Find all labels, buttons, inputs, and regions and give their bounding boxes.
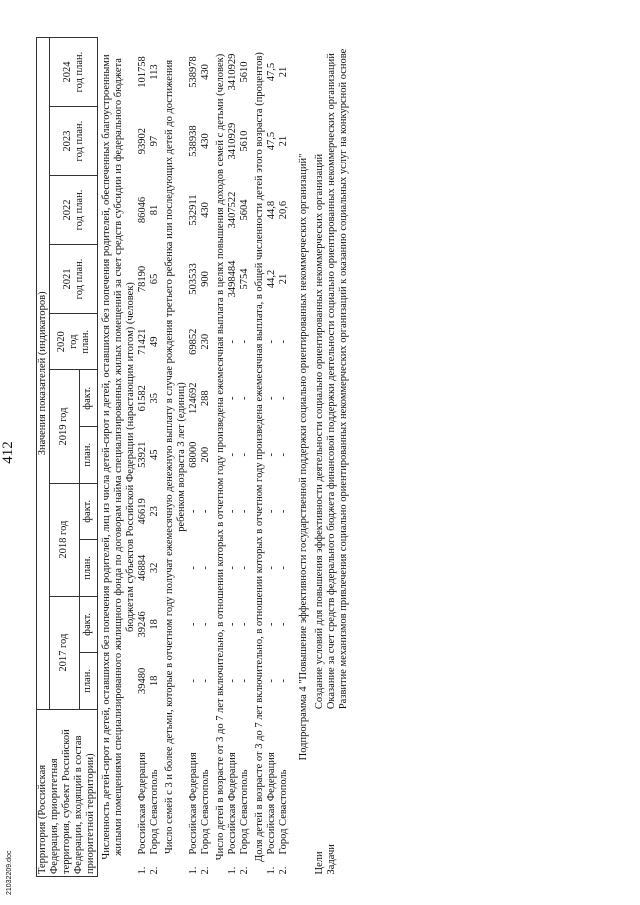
year-sub-label: год план.: [73, 120, 85, 162]
row-label: [266, 709, 278, 876]
goals-label: Цели: [314, 851, 325, 875]
value-cell: 97: [149, 135, 160, 147]
value-cell: 20,6: [278, 200, 289, 220]
subcolumn-header: план.: [79, 540, 98, 597]
value-cell: -: [278, 622, 289, 627]
value-cell: 86046: [137, 196, 148, 224]
year-label: 2020: [55, 331, 67, 353]
year-header: [50, 176, 98, 245]
value-cell: -: [278, 679, 289, 683]
value-cell: 124692: [188, 382, 199, 414]
value-cell: -: [278, 339, 289, 344]
value-cell: 430: [200, 133, 211, 149]
value-cell: 78190: [137, 265, 148, 293]
value-cell: 61582: [137, 385, 148, 412]
section-title: Численность детей-сирот и детей, оставшихся без попечения родителей, лиц из числа детей-сирот и детей, оставшихся без попечения родителей, обеспеченных благоустроенными жилыми помещениями специализированного жилищного фонда по договорам найма специализированных жилых помещений за счет средств субсидии из федерального бюджета бюджетам субъектов Российской Федерации (нарастающим итогом) (человек): [101, 54, 136, 860]
value-cell: -: [188, 509, 199, 514]
value-cell: 21: [278, 273, 289, 285]
value-cell: 21: [278, 135, 289, 147]
value-cell: 44,2: [266, 269, 277, 289]
section-title: Число семей с 3 и более детьми, которые в отчетном году получат ежемесячную денежную выплату в случае рождения третьего ребенка или последующих детей до достижения ребенком возраста 3 лет (единиц): [164, 59, 187, 855]
section-title-row: [251, 38, 266, 877]
value-cell: 49: [149, 336, 160, 347]
value-cell: -: [266, 453, 277, 457]
task-item: Развитие механизмов привлечения социально ориентированных некоммерческих организаций к оказанию социальных услуг на конкурсной основе: [338, 48, 349, 710]
value-cell: 5754: [239, 268, 250, 290]
value-cell: 3498484: [227, 260, 238, 298]
value-cell: -: [227, 396, 238, 400]
value-cell: 44,8: [266, 200, 277, 220]
value-cell: 45: [149, 449, 160, 461]
value-cell: 532911: [188, 194, 199, 226]
value-cell: 113: [149, 64, 160, 80]
value-cell: 35: [149, 393, 160, 404]
value-cell: 3410929: [227, 53, 238, 91]
value-cell: -: [227, 566, 238, 570]
task-item: Оказание за счет средств федерального бюджета финансовой поддержки деятельности социально ориентированных некоммерческих организаций: [326, 53, 337, 710]
indicators-table: [36, 37, 350, 877]
year-sub-label: год план.: [73, 189, 85, 231]
year-header: [50, 38, 98, 107]
territory-header: Территория (Российская Федерация, приоритетная территория, субъект Российской Федерации, входящий в состав приоритетной территории): [37, 709, 98, 876]
value-cell: -: [278, 396, 289, 400]
year-label: 2023: [61, 130, 73, 152]
value-cell: 430: [200, 202, 211, 218]
value-cell: -: [227, 679, 238, 683]
value-cell: -: [200, 566, 211, 570]
value-cell: -: [266, 509, 277, 514]
value-cell: 430: [200, 64, 211, 80]
value-cell: 46884: [137, 554, 148, 581]
value-cell: -: [239, 509, 250, 514]
value-cell: -: [227, 339, 238, 344]
section-title-row: [212, 38, 227, 877]
file-name: 21032209.doc: [6, 850, 13, 895]
territory-name: Российская Федерация: [188, 752, 199, 855]
page-number: 412: [0, 441, 16, 464]
row-label: [137, 709, 149, 876]
year-header: 2017 год: [50, 596, 80, 709]
year-header: [50, 245, 98, 314]
values-header: Значения показателей (индикаторов): [37, 38, 50, 710]
value-cell: 18: [149, 675, 160, 687]
value-cell: -: [239, 679, 250, 683]
subprogram-row: [290, 38, 310, 877]
value-cell: 503533: [188, 263, 199, 295]
value-cell: 47,5: [266, 131, 277, 151]
value-cell: 39480: [137, 667, 148, 695]
row-number: 1.: [137, 866, 148, 875]
value-cell: 230: [200, 333, 211, 350]
value-cell: 65: [149, 273, 160, 285]
table-row: [149, 38, 161, 877]
value-cell: -: [266, 339, 277, 344]
value-cell: 39246: [137, 611, 148, 638]
value-cell: -: [227, 453, 238, 457]
year-header: [50, 107, 98, 176]
year-label: 2021: [61, 268, 73, 290]
table-row: [200, 38, 212, 877]
value-cell: 47,5: [266, 62, 277, 82]
row-number: 1.: [188, 866, 199, 875]
value-cell: 69852: [188, 328, 199, 355]
value-cell: -: [239, 396, 250, 400]
row-label: [278, 709, 290, 876]
value-cell: 93902: [137, 127, 148, 155]
value-cell: -: [239, 566, 250, 570]
value-cell: 3407522: [227, 191, 238, 229]
value-cell: 538938: [188, 125, 199, 157]
table-row: [239, 38, 251, 877]
subcolumn-header: факт.: [79, 596, 98, 653]
row-label: [227, 709, 239, 876]
territory-name: Российская Федерация: [137, 752, 148, 855]
subcolumn-header: план.: [79, 427, 98, 484]
value-cell: 68000: [188, 441, 199, 468]
value-cell: -: [239, 339, 250, 344]
year-sub-label: год план.: [67, 329, 91, 354]
value-cell: 18: [149, 619, 160, 630]
table-row: [266, 38, 278, 877]
row-label: [200, 709, 212, 876]
goals-text: Создание условий для повышения эффективности деятельности социально ориентированных некоммерческих организаций: [314, 153, 325, 710]
tasks-label-empty: [338, 709, 350, 876]
row-label: [239, 709, 251, 876]
row-label: [188, 709, 200, 876]
territory-name: Город Севастополь: [278, 769, 289, 855]
value-cell: 46619: [137, 498, 148, 525]
year-header: 2019 год: [50, 370, 80, 483]
goals-row: [310, 38, 326, 877]
value-cell: -: [266, 622, 277, 627]
value-cell: -: [278, 453, 289, 457]
territory-name: Город Севастополь: [200, 769, 211, 855]
value-cell: 5610: [239, 61, 250, 83]
row-number: 1.: [266, 866, 277, 875]
year-sub-label: год план.: [73, 258, 85, 300]
row-label: [149, 709, 161, 876]
value-cell: 101758: [137, 56, 148, 88]
value-cell: 3410929: [227, 122, 238, 160]
value-cell: -: [278, 566, 289, 570]
subcolumn-header: факт.: [79, 370, 98, 427]
table-row: [137, 38, 149, 877]
value-cell: -: [266, 396, 277, 400]
value-cell: 5604: [239, 199, 250, 221]
tasks-label: Задачи: [326, 844, 337, 875]
territory-name: Город Севастополь: [149, 769, 160, 855]
value-cell: -: [200, 679, 211, 683]
value-cell: 21: [278, 66, 289, 78]
row-number: 2.: [200, 866, 211, 875]
value-cell: -: [188, 622, 199, 627]
year-label: 2024: [61, 61, 73, 83]
section-title: Доля детей в возрасте от 3 до 7 лет включительно, в отношении которых в отчетном году произведена ежемесячная выплата, в общей численности детей этого возраста (процентов): [254, 52, 265, 862]
row-number: 1.: [227, 866, 238, 875]
subcolumn-header: план.: [79, 653, 98, 710]
value-cell: -: [239, 622, 250, 627]
section-title-row: [98, 38, 138, 877]
year-sub-label: год план.: [73, 51, 85, 93]
territory-name: Российская Федерация: [227, 752, 238, 855]
value-cell: -: [188, 566, 199, 570]
section-title: Число детей в возрасте от 3 до 7 лет включительно, в отношении которых в отчетном году произведена ежемесячная выплата в целях повышения доходов семей с детьми (человек): [215, 53, 226, 861]
value-cell: -: [266, 679, 277, 683]
value-cell: -: [200, 622, 211, 627]
row-number: 2.: [278, 866, 289, 875]
value-cell: -: [200, 509, 211, 514]
value-cell: 53921: [137, 441, 148, 468]
value-cell: -: [239, 453, 250, 457]
table-row: [188, 38, 200, 877]
section-title-row: [161, 38, 188, 877]
value-cell: -: [278, 509, 289, 514]
value-cell: 538978: [188, 56, 199, 88]
header-row: [37, 38, 50, 877]
tasks-row: [338, 38, 350, 877]
value-cell: 71421: [137, 328, 148, 355]
value-cell: -: [266, 566, 277, 570]
value-cell: 23: [149, 506, 160, 517]
tasks-row: [326, 38, 338, 877]
table-row: [227, 38, 239, 877]
subcolumn-header: факт.: [79, 483, 98, 540]
value-cell: 81: [149, 204, 160, 216]
row-number: 2.: [239, 866, 250, 875]
value-cell: 32: [149, 562, 160, 574]
value-cell: 900: [200, 271, 211, 287]
year-label: 2022: [61, 199, 73, 221]
value-cell: 200: [200, 446, 211, 463]
year-header: 2018 год: [50, 483, 80, 596]
table-row: [278, 38, 290, 877]
subprogram-title: Подпрограмма 4 "Повышение эффективности государственной поддержки социально ориентированных некоммерческих организаций": [298, 153, 309, 761]
value-cell: -: [227, 509, 238, 514]
territory-name: Город Севастополь: [239, 769, 250, 855]
value-cell: 288: [200, 390, 211, 407]
year-header: [50, 313, 98, 370]
row-number: 2.: [149, 866, 160, 875]
value-cell: 5610: [239, 130, 250, 152]
value-cell: -: [227, 622, 238, 627]
value-cell: -: [188, 679, 199, 683]
territory-name: Российская Федерация: [266, 752, 277, 855]
